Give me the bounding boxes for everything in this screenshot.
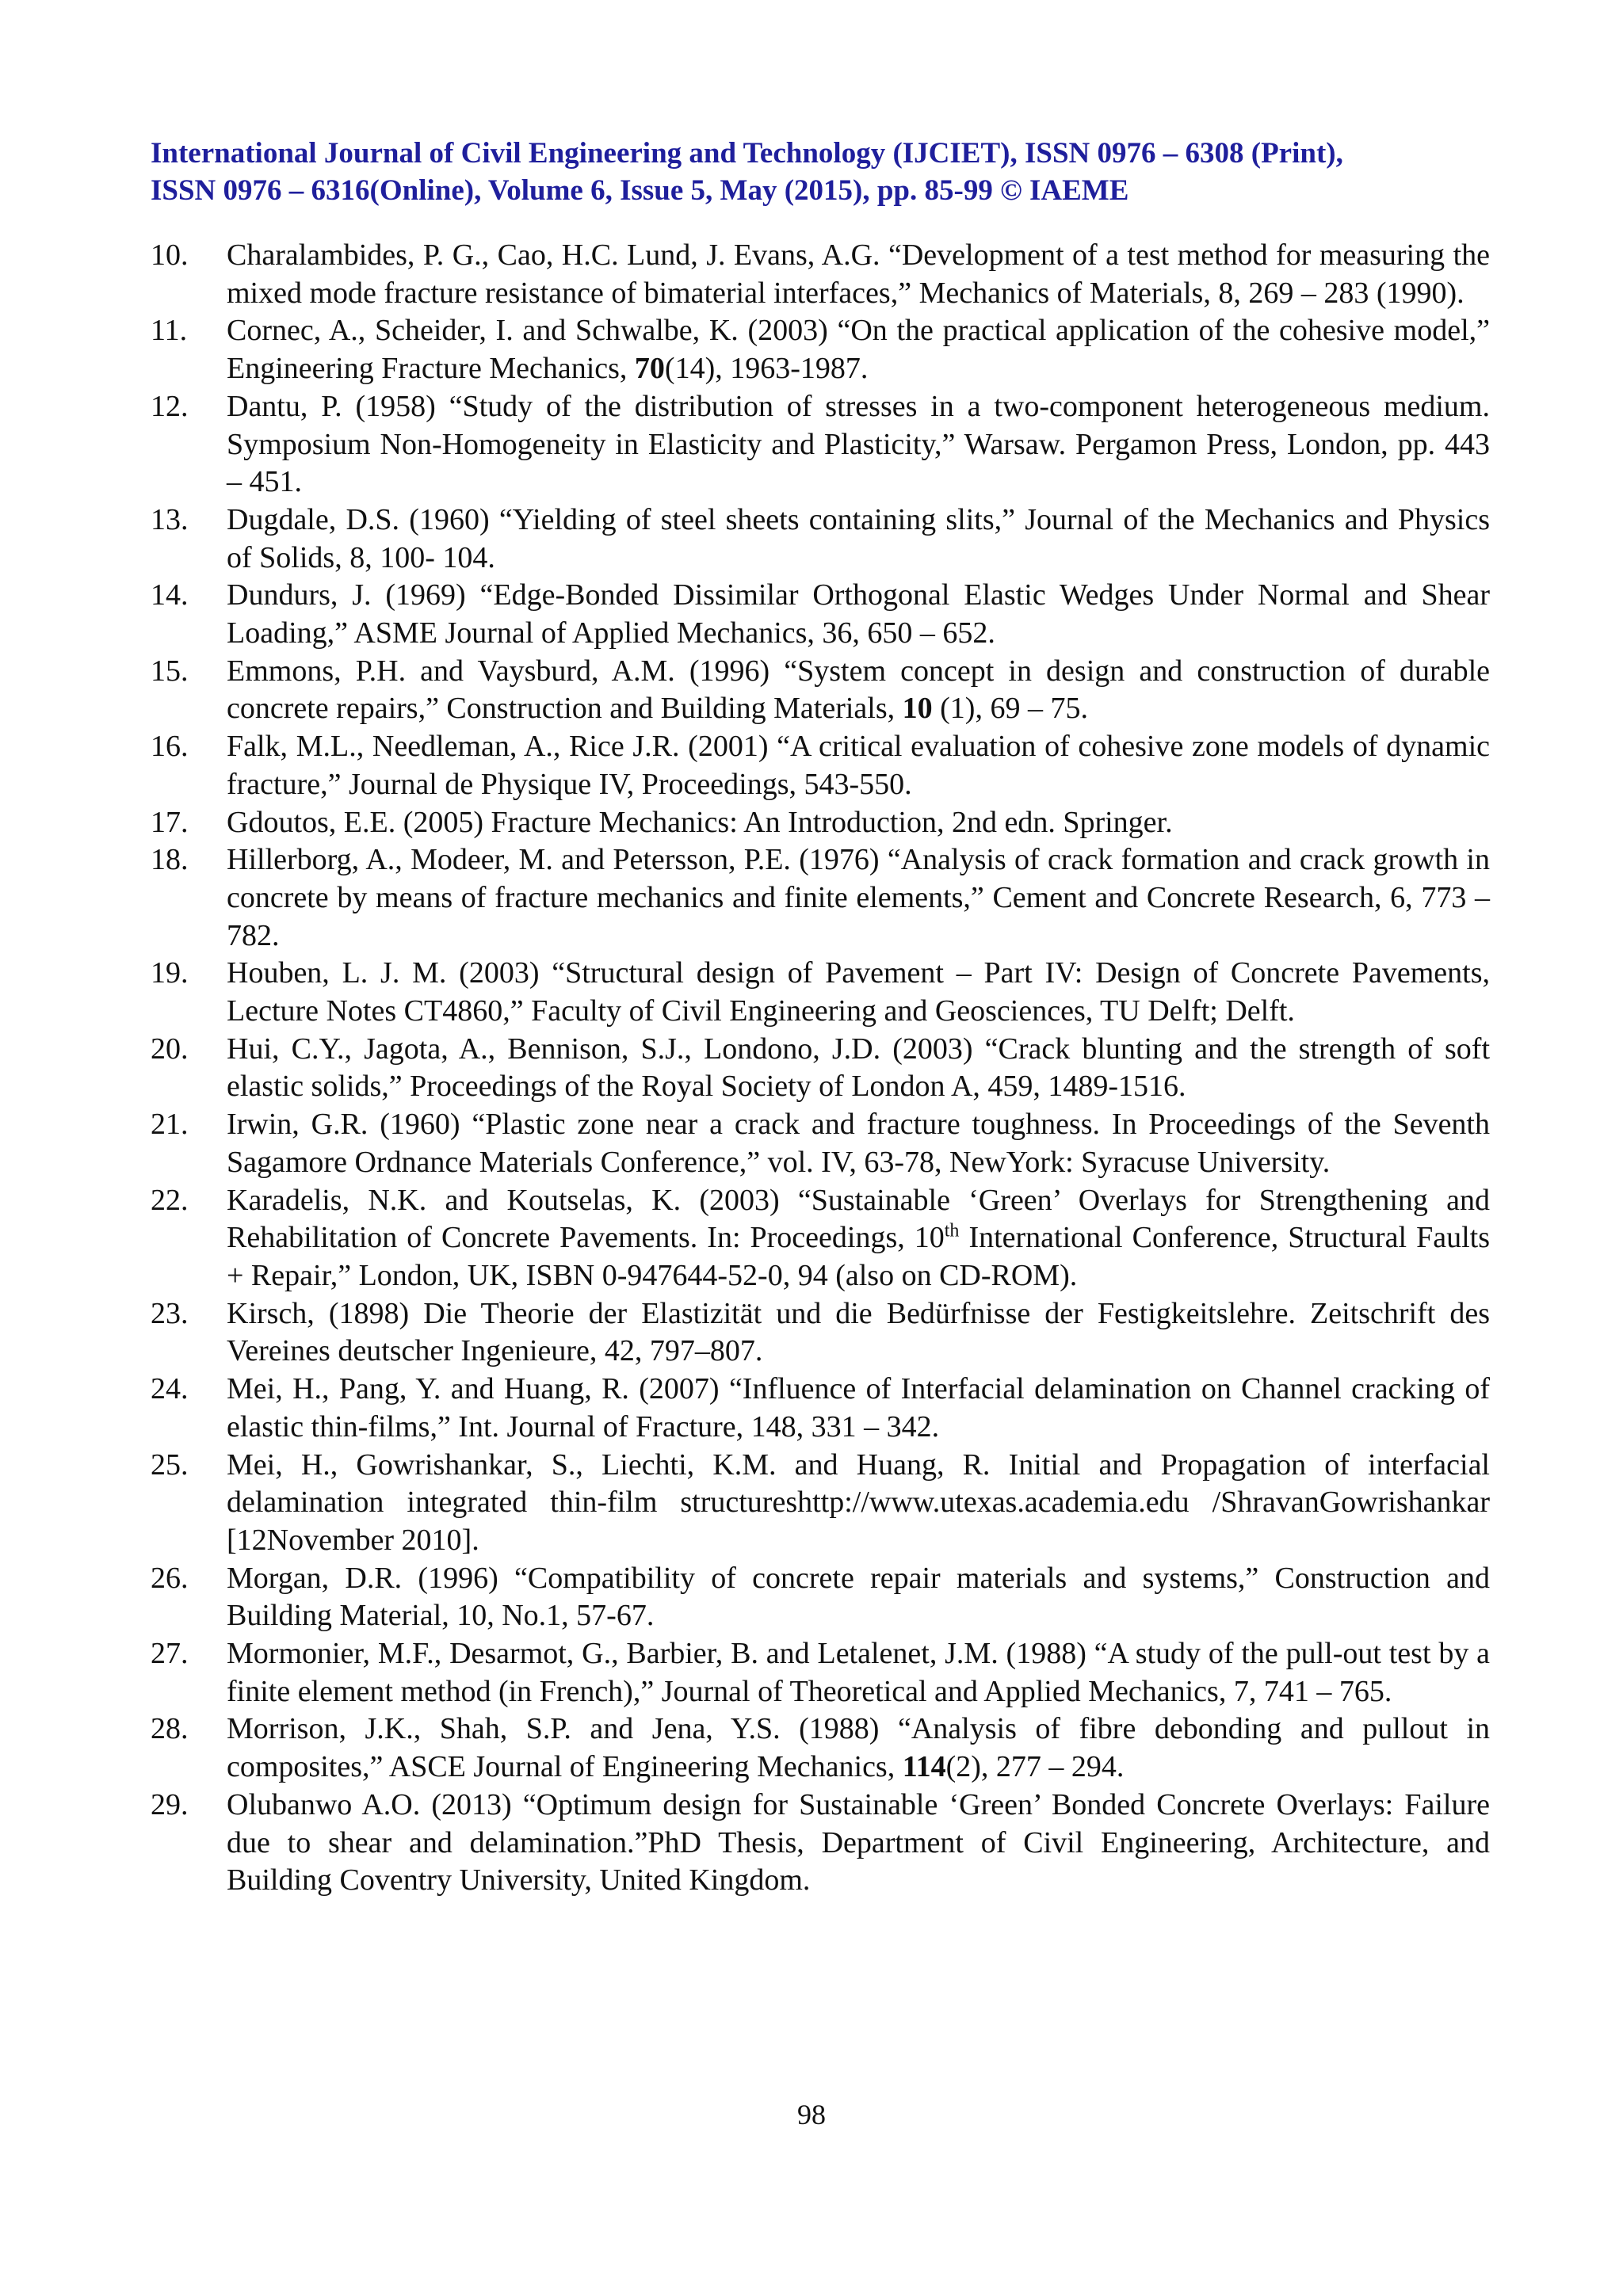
reference-text: [227, 388, 1490, 502]
reference-item: [151, 804, 1490, 842]
reference-segment: Hillerborg, A., Modeer, M. and Petersson, P.E. (1976) “Analysis of crack formation and crack growth in concrete by means of fracture mechanics and finite elements,” Cement and Concrete Research, 6, 773 – 782.: [227, 843, 1490, 952]
reference-segment: Gdoutos, E.E. (2005) Fracture Mechanics: An Introduction, 2nd edn. Springer.: [227, 805, 1173, 839]
reference-superscript: th: [944, 1220, 960, 1241]
reference-segment: Dugdale, D.S. (1960) “Yielding of steel sheets containing slits,” Journal of the Mechanics and Physics of Solids, 8, 100- 104.: [227, 502, 1490, 574]
reference-segment: Karadelis, N.K. and Koutselas, K. (2003) “Sustainable ‘Green’ Overlays for Strengthening and Rehabilitation of Concrete Pavements. In: Proceedings, 10: [227, 1183, 1490, 1255]
reference-number: 10.: [151, 238, 189, 272]
reference-segment: Morgan, D.R. (1996) “Compatibility of concrete repair materials and systems,” Construction and Building Material, 10, No.1, 57-67.: [227, 1561, 1490, 1633]
reference-item: [151, 312, 1490, 387]
reference-number: 20.: [151, 1032, 189, 1066]
reference-number: 19.: [151, 956, 189, 990]
reference-item: [151, 653, 1490, 728]
reference-segment: (2), 277 – 294.: [945, 1750, 1125, 1784]
reference-text: [227, 312, 1490, 387]
reference-item: [151, 1560, 1490, 1635]
reference-item: [151, 577, 1490, 652]
reference-text: [227, 1635, 1490, 1711]
reference-text: [227, 653, 1490, 728]
reference-segment: Cornec, A., Scheider, I. and Schwalbe, K. (2003) “On the practical application of the cohesive model,” Engineering Fracture Mechanics,: [227, 314, 1490, 386]
reference-text: [227, 1447, 1490, 1560]
reference-segment: Charalambides, P. G., Cao, H.C. Lund, J. Evans, A.G. “Development of a test method for measuring the mixed mode fracture resistance of bimaterial interfaces,” Mechanics of Materials, 8, 269 – 283 (1990).: [227, 238, 1490, 310]
reference-number: 29.: [151, 1787, 189, 1821]
reference-text: [227, 237, 1490, 312]
reference-segment: Irwin, G.R. (1960) “Plastic zone near a crack and fracture toughness. In Proceedings of the Seventh Sagamore Ordnance Materials Conference,” vol. IV, 63-78, NewYork: Syracuse University.: [227, 1108, 1490, 1179]
reference-item: [151, 1031, 1490, 1106]
reference-number: 12.: [151, 389, 189, 423]
reference-volume-bold: 10: [902, 692, 933, 726]
reference-list: [151, 237, 1490, 1900]
reference-segment: Mei, H., Gowrishankar, S., Liechti, K.M. and Huang, R. Initial and Propagation of interfacial delamination integrated thin-film structureshttp://www.utexas.academia.edu /ShravanGowrishankar [12November 2010].: [227, 1447, 1490, 1557]
reference-segment: Mei, H., Pang, Y. and Huang, R. (2007) “Influence of Interfacial delamination on Channel cracking of elastic thin-films,” Int. Journal of Fracture, 148, 331 – 342.: [227, 1372, 1490, 1444]
reference-volume-bold: 70: [634, 352, 665, 386]
reference-text: [227, 1371, 1490, 1446]
reference-segment: Olubanwo A.O. (2013) “Optimum design for Sustainable ‘Green’ Bonded Concrete Overlays: Failure due to shear and delamination.”PhD Thesis, Department of Civil Engineering, Architecture, and Building Coventry University, United Kingdom.: [227, 1787, 1490, 1897]
reference-text: [227, 1295, 1490, 1371]
reference-segment: Emmons, P.H. and Vaysburd, A.M. (1996) “System concept in design and construction of durable concrete repairs,” Construction and Building Materials,: [227, 654, 1490, 726]
journal-header: [151, 135, 1498, 209]
reference-item: [151, 728, 1490, 803]
reference-segment: Houben, L. J. M. (2003) “Structural design of Pavement – Part IV: Design of Concrete Pavements, Lecture Notes CT4860,” Faculty of Civil Engineering and Geosciences, TU Delft; Delft.: [227, 956, 1490, 1028]
reference-number: 17.: [151, 805, 189, 839]
reference-segment: (1), 69 – 75.: [932, 692, 1088, 726]
reference-text: [227, 1787, 1490, 1900]
reference-segment: Dantu, P. (1958) “Study of the distribution of stresses in a two-component heterogeneous medium. Symposium Non-Homogeneity in Elasticity and Plasticity,” Warsaw. Pergamon Press, London, pp. 443 – 451.: [227, 389, 1490, 499]
reference-number: 21.: [151, 1108, 189, 1142]
reference-number: 13.: [151, 502, 189, 536]
reference-item: [151, 237, 1490, 312]
reference-item: [151, 1787, 1490, 1900]
reference-text: [227, 1560, 1490, 1635]
reference-item: [151, 841, 1490, 955]
reference-item: [151, 502, 1490, 577]
reference-text: [227, 1106, 1490, 1181]
reference-text: [227, 804, 1490, 842]
reference-item: [151, 955, 1490, 1030]
reference-segment: Hui, C.Y., Jagota, A., Bennison, S.J., Londono, J.D. (2003) “Crack blunting and the strength of soft elastic solids,” Proceedings of the Royal Society of London A, 459, 1489-1516.: [227, 1032, 1490, 1104]
reference-item: [151, 1295, 1490, 1371]
reference-text: [227, 1182, 1490, 1295]
reference-item: [151, 388, 1490, 502]
reference-segment: Mormonier, M.F., Desarmot, G., Barbier, B. and Letalenet, J.M. (1988) “A study of the pull-out test by a finite element method (in French),” Journal of Theoretical and Applied Mechanics, 7, 741 – 765.: [227, 1637, 1490, 1708]
reference-item: [151, 1711, 1490, 1786]
reference-number: 14.: [151, 578, 189, 612]
page-number: 98: [797, 2099, 826, 2130]
reference-item: [151, 1106, 1490, 1181]
reference-text: [227, 1711, 1490, 1786]
reference-segment: Falk, M.L., Needleman, A., Rice J.R. (2001) “A critical evaluation of cohesive zone models of dynamic fracture,” Journal de Physique IV, Proceedings, 543-550.: [227, 730, 1490, 801]
journal-header-line-1: International Journal of Civil Engineering and Technology (IJCIET), ISSN 0976 – 6308 (Print),: [151, 137, 1343, 170]
reference-item: [151, 1182, 1490, 1295]
reference-item: [151, 1447, 1490, 1560]
reference-number: 16.: [151, 730, 189, 764]
reference-text: [227, 502, 1490, 577]
reference-text: [227, 1031, 1490, 1106]
reference-item: [151, 1371, 1490, 1446]
reference-number: 24.: [151, 1372, 189, 1406]
reference-number: 26.: [151, 1561, 189, 1595]
reference-number: 18.: [151, 843, 189, 877]
reference-number: 28.: [151, 1712, 189, 1746]
reference-number: 15.: [151, 654, 189, 688]
reference-number: 22.: [151, 1183, 189, 1217]
reference-text: [227, 728, 1490, 803]
reference-number: 25.: [151, 1447, 189, 1482]
reference-item: [151, 1635, 1490, 1711]
reference-number: 11.: [151, 314, 188, 348]
reference-segment: (14), 1963-1987.: [664, 352, 869, 386]
reference-text: [227, 841, 1490, 955]
reference-segment: Dundurs, J. (1969) “Edge-Bonded Dissimilar Orthogonal Elastic Wedges Under Normal and Shear Loading,” ASME Journal of Applied Mechanics, 36, 650 – 652.: [227, 578, 1490, 650]
reference-number: 23.: [151, 1296, 189, 1330]
reference-segment: Morrison, J.K., Shah, S.P. and Jena, Y.S. (1988) “Analysis of fibre debonding and pullout in composites,” ASCE Journal of Engineering Mechanics,: [227, 1712, 1490, 1784]
reference-text: [227, 955, 1490, 1030]
reference-segment: Kirsch, (1898) Die Theorie der Elastizität und die Bedürfnisse der Festigkeitslehre. Zeitschrift des Vereines deutscher Ingenieure, 42, 797–807.: [227, 1296, 1490, 1368]
journal-header-line-2: ISSN 0976 – 6316(Online), Volume 6, Issue 5, May (2015), pp. 85-99 © IAEME: [151, 174, 1129, 207]
reference-volume-bold: 114: [902, 1750, 946, 1784]
reference-text: [227, 577, 1490, 652]
reference-number: 27.: [151, 1637, 189, 1671]
reference-segment: International Conference, Structural Faults + Repair,” London, UK, ISBN 0-947644-52-0, 94 (also on CD-ROM).: [227, 1221, 1490, 1292]
